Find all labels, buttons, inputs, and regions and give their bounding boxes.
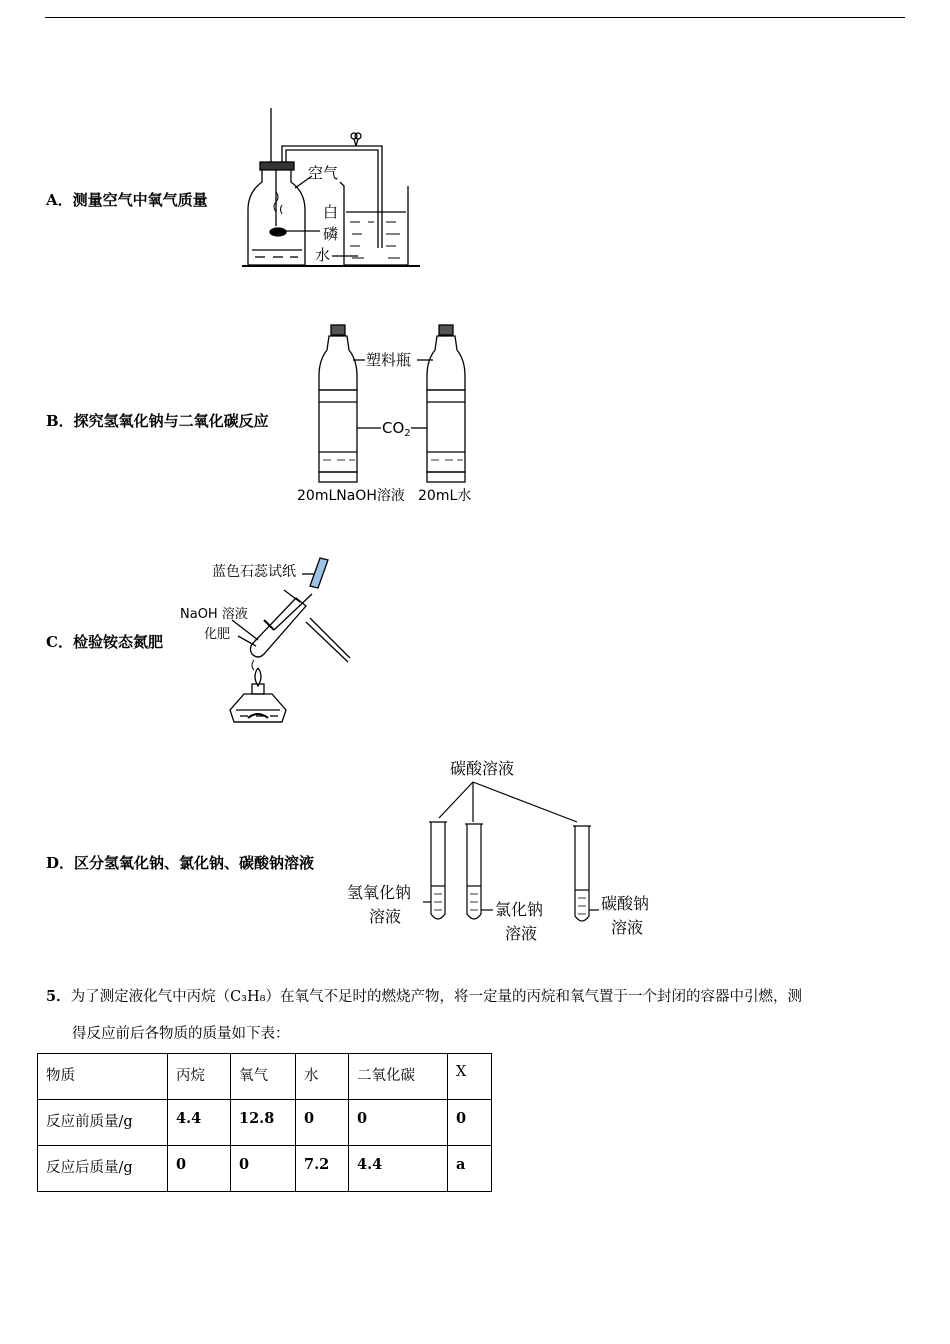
table-row xyxy=(38,1100,492,1146)
table-cell: 4.4 xyxy=(168,1100,231,1146)
figure-a-apparatus xyxy=(240,100,440,279)
table-cell: 12.8 xyxy=(231,1100,296,1146)
figure-c-apparatus xyxy=(178,550,358,734)
label-air: 空气 xyxy=(308,164,339,182)
header-x: X xyxy=(448,1054,492,1100)
table-cell: 4.4 xyxy=(349,1146,448,1192)
question-5-line1 xyxy=(46,987,906,1007)
label-fertilizer: 化肥 xyxy=(204,627,231,642)
mass-table xyxy=(37,1053,492,1192)
label-carbonic-acid: 碳酸溶液 xyxy=(450,759,515,778)
label-white: 白 xyxy=(323,203,339,221)
table-header-row xyxy=(38,1054,492,1100)
label-naoh-solution: 20mLNaOH溶液 xyxy=(297,488,405,504)
table-row xyxy=(38,1146,492,1192)
label-tube3-line1: 碳酸钠 xyxy=(601,894,650,913)
label-phosphorus: 磷 xyxy=(323,225,339,243)
header-water: 水 xyxy=(296,1054,349,1100)
table-cell: a xyxy=(448,1146,492,1192)
question-5-text: 为了测定液化气中丙烷（C₃H₈）在氧气不足时的燃烧产物，将一定量的丙烷和氧气置于一个封闭的容器中引燃，测 xyxy=(70,989,802,1005)
figure-d-test-tubes xyxy=(345,752,665,951)
header-rule xyxy=(45,17,905,18)
header-co2: 二氧化碳 xyxy=(349,1054,448,1100)
row-label: 反应前质量/g xyxy=(38,1100,168,1146)
question-5-number: 5． xyxy=(46,988,71,1005)
label-tube2-line1: 氯化钠 xyxy=(495,900,544,919)
table-cell: 0 xyxy=(448,1100,492,1146)
option-c-label: C．检验铵态氮肥 xyxy=(46,633,163,651)
question-5-line2: 得反应前后各物质的质量如下表： xyxy=(72,1026,290,1042)
table-cell: 0 xyxy=(231,1146,296,1192)
label-tube2-line2: 溶液 xyxy=(505,924,538,943)
label-tube3-line2: 溶液 xyxy=(611,918,644,937)
table-cell: 0 xyxy=(296,1100,349,1146)
label-litmus-paper: 蓝色石蕊试纸 xyxy=(212,564,296,580)
table-cell: 7.2 xyxy=(296,1146,349,1192)
table-cell: 0 xyxy=(168,1146,231,1192)
header-propane: 丙烷 xyxy=(168,1054,231,1100)
row-label: 反应后质量/g xyxy=(38,1146,168,1192)
label-naoh-solution: NaOH 溶液 xyxy=(180,607,248,622)
option-a-label: A．测量空气中氧气质量 xyxy=(46,191,208,209)
header-oxygen: 氧气 xyxy=(231,1054,296,1100)
option-b-label: B．探究氢氧化钠与二氧化碳反应 xyxy=(46,412,269,430)
header-substance: 物质 xyxy=(38,1054,168,1100)
label-plastic-bottle: 塑料瓶 xyxy=(366,351,412,369)
label-water: 水 xyxy=(315,246,331,264)
table-cell: 0 xyxy=(349,1100,448,1146)
label-tube1-line2: 溶液 xyxy=(369,907,402,926)
option-d-label: D．区分氢氧化钠、氯化钠、碳酸钠溶液 xyxy=(46,854,315,872)
figure-b-bottles xyxy=(295,320,485,514)
label-tube1-line1: 氢氧化钠 xyxy=(347,883,412,902)
label-water: 20mL水 xyxy=(418,488,472,504)
label-co2: $CO_2$ xyxy=(382,419,411,439)
